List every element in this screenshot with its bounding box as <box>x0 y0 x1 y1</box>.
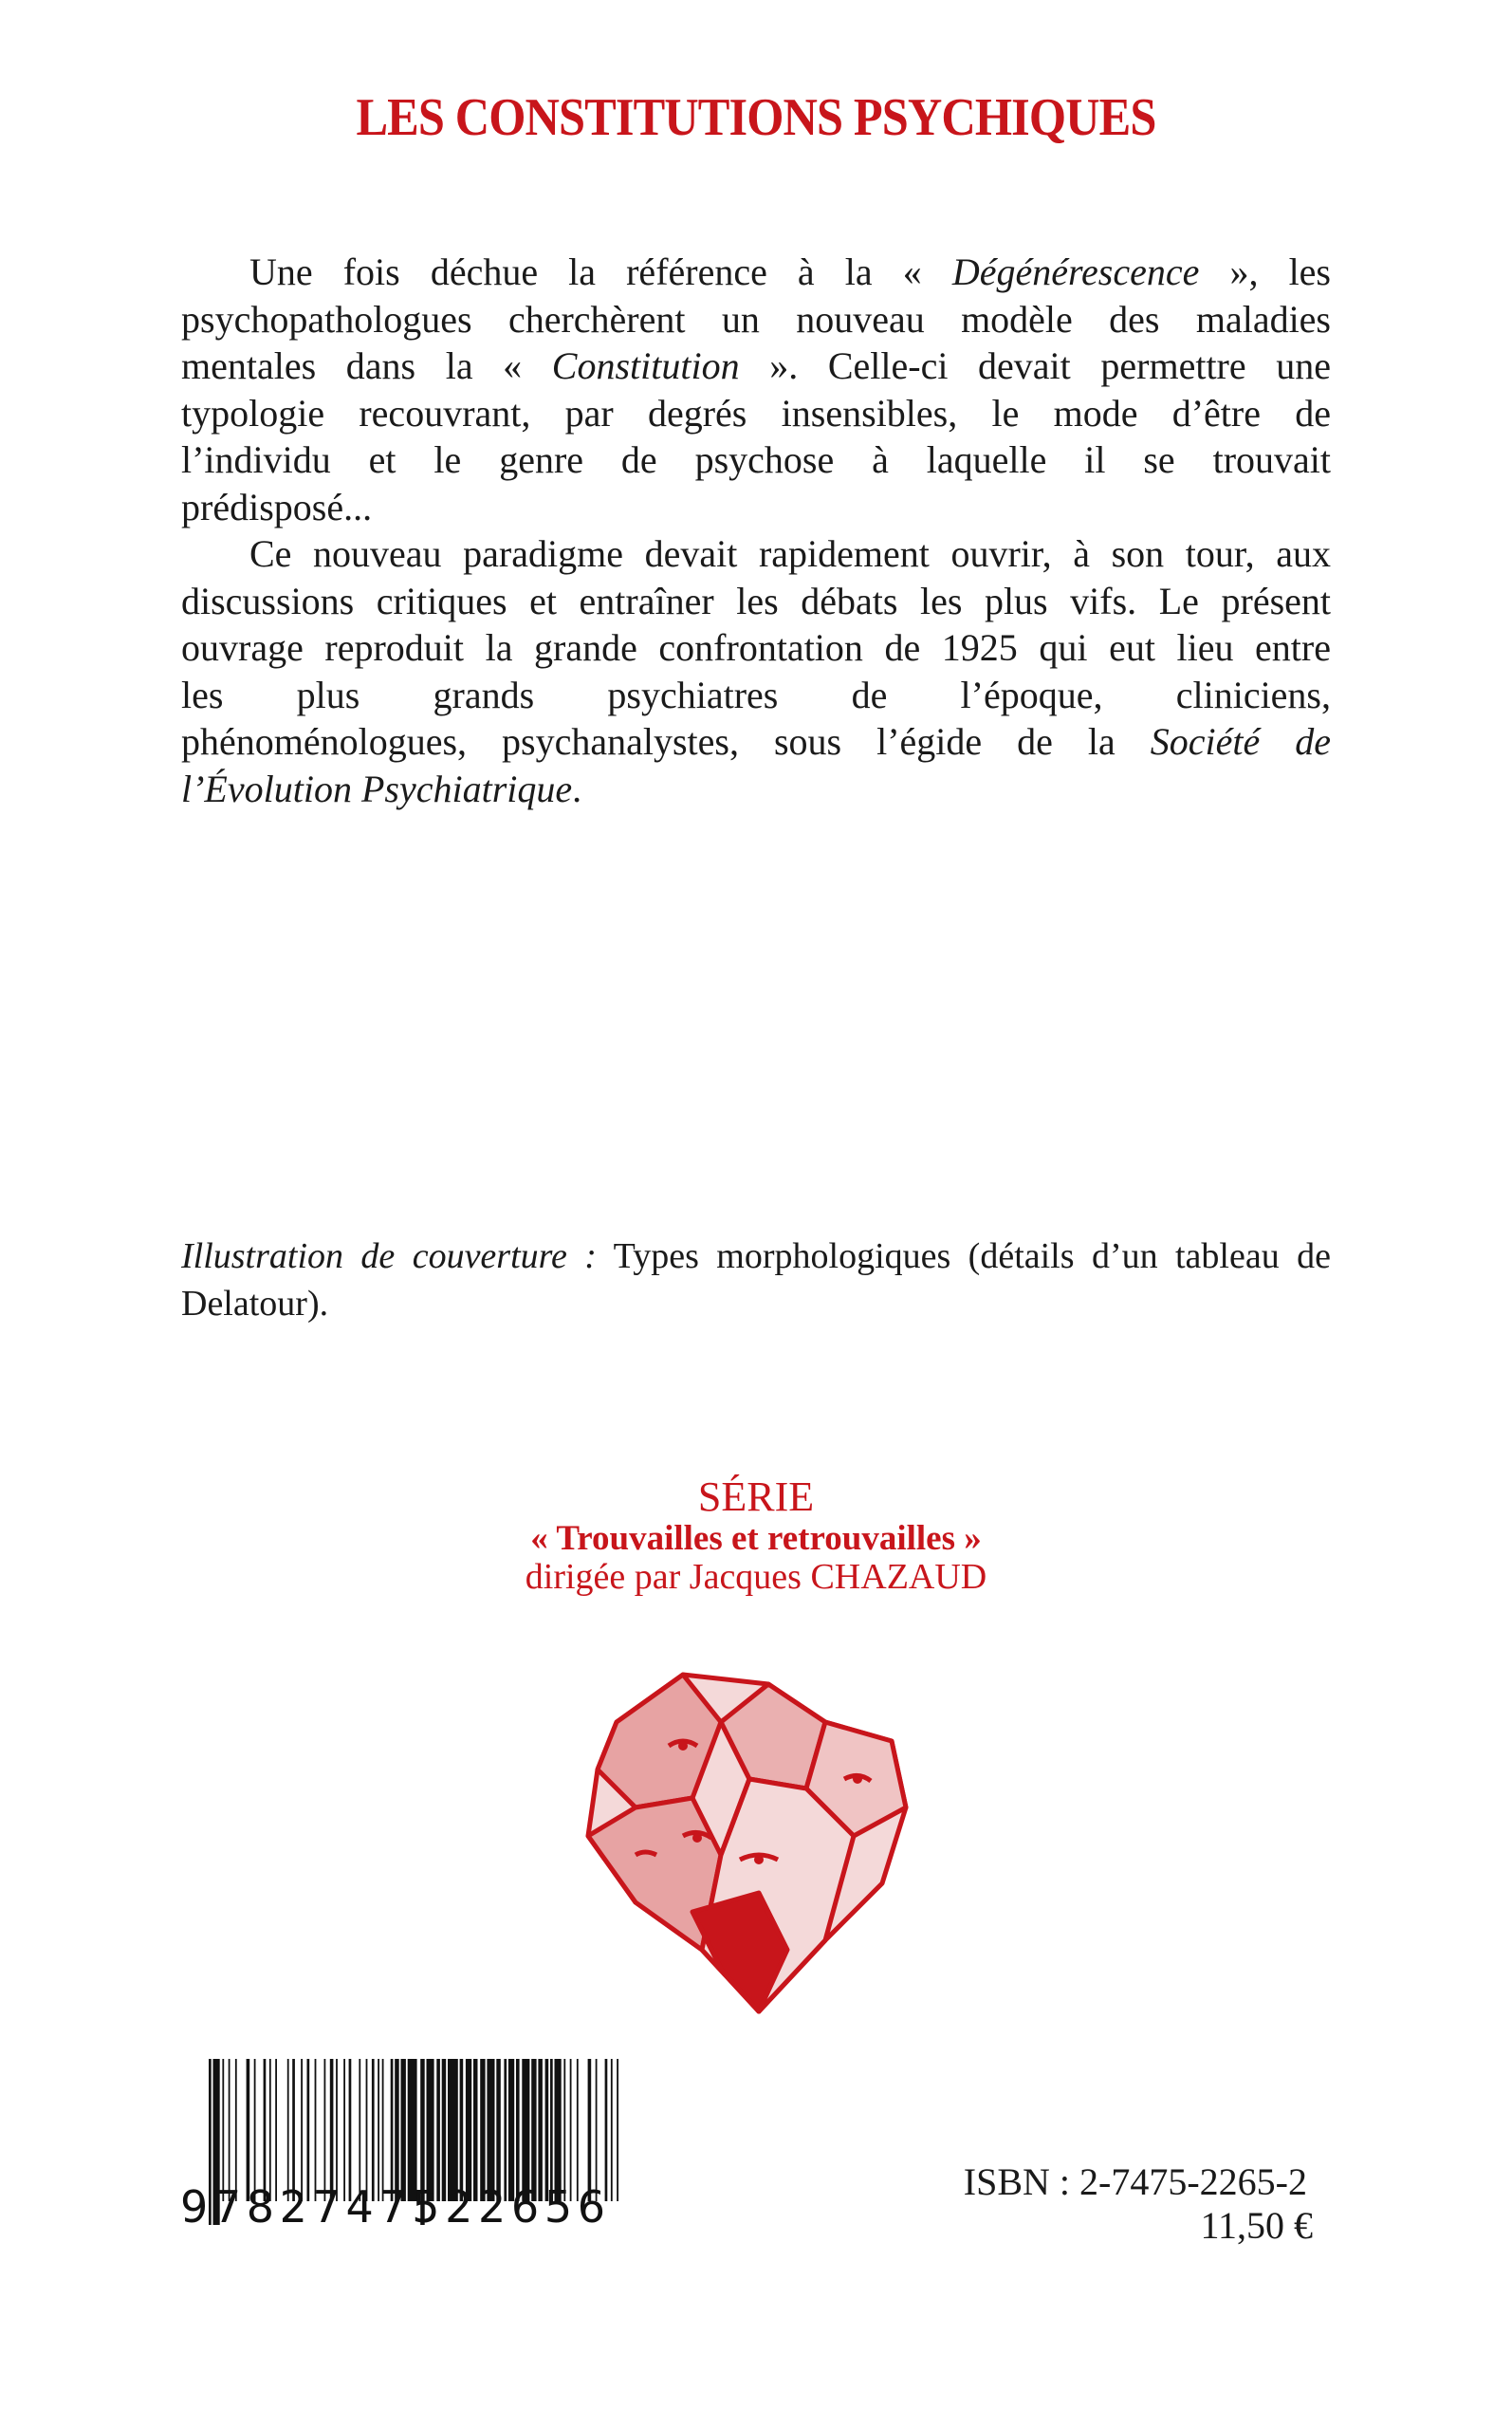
barcode-bar <box>366 2059 368 2201</box>
barcode-bar <box>596 2059 598 2201</box>
publisher-face-logo-icon <box>579 1665 930 2016</box>
price: 11,50 € <box>1200 2204 1313 2247</box>
barcode-bar <box>401 2059 406 2201</box>
barcode-bar <box>222 2059 224 2201</box>
barcode-bar <box>324 2059 326 2201</box>
barcode-bar <box>307 2059 310 2201</box>
barcode-bar <box>359 2059 360 2201</box>
barcode-bar <box>287 2059 289 2201</box>
barcode-bar <box>531 2059 536 2201</box>
emphasis: Constitution <box>551 344 740 387</box>
barcode-bar <box>577 2059 579 2201</box>
barcode-bar <box>611 2059 613 2201</box>
barcode-bar <box>301 2059 303 2201</box>
barcode-bar <box>460 2059 464 2201</box>
text-line: les plus grands psychiatres de l’époque, cliniciens, <box>181 673 1331 716</box>
blurb <box>181 249 1331 812</box>
barcode-bar <box>550 2059 553 2201</box>
text: Une fois déchue la référence à la « <box>249 250 952 293</box>
emphasis: Dégénérescence <box>951 250 1200 293</box>
caption-label: Illustration de couverture : <box>181 1236 597 1276</box>
text-line: psychopathologues cherchèrent un nouveau modèle des maladies <box>181 297 1331 341</box>
barcode-bar <box>504 2059 507 2201</box>
barcode-bar <box>378 2059 379 2201</box>
barcode-bar <box>480 2059 485 2201</box>
barcode-digits: 9782747522656 <box>180 2181 605 2225</box>
barcode-bar <box>522 2059 529 2201</box>
text-line <box>181 343 1331 390</box>
series-label: SÉRIE <box>697 1473 815 1520</box>
barcode-bar <box>408 2059 417 2201</box>
barcode-bar <box>275 2059 277 2201</box>
text-line <box>181 1233 1331 1281</box>
text-line: discussions critiques et entraîner les débats les plus vifs. Le présent <box>181 579 1331 622</box>
barcode-bar <box>570 2059 572 2201</box>
barcode-bar <box>209 2059 212 2225</box>
barcode-bar <box>254 2059 256 2201</box>
barcode-bar <box>538 2059 543 2201</box>
barcode <box>180 2059 636 2225</box>
barcode-bar <box>395 2059 399 2201</box>
barcode-bar <box>508 2059 514 2201</box>
barcode-bar <box>315 2059 317 2201</box>
barcode-bar <box>372 2059 375 2201</box>
emphasis: l’Évolution Psychiatrique <box>181 767 573 810</box>
barcode-bar <box>466 2059 471 2201</box>
text-line: prédisposé... <box>181 485 373 528</box>
barcode-bar <box>247 2059 250 2201</box>
barcode-bar <box>617 2059 618 2201</box>
barcode-bar <box>442 2059 447 2201</box>
text: . <box>572 767 582 810</box>
text: Types morphologiques (détails d’un tableau de <box>596 1236 1331 1276</box>
barcode-bar <box>605 2059 608 2201</box>
barcode-bar <box>436 2059 440 2201</box>
barcode-bar <box>382 2059 384 2201</box>
text-line: ouvrage reproduit la grande confrontation de 1925 qui eut lieu entre <box>181 626 1331 669</box>
barcode-bar <box>292 2059 295 2201</box>
barcode-bar <box>264 2059 267 2201</box>
text: », les <box>1199 250 1331 293</box>
barcode-bar <box>343 2059 345 2201</box>
text-line: Ce nouveau paradigme devait rapidement ouvrir, à son tour, aux <box>249 532 1331 575</box>
book-title: LES CONSTITUTIONS PSYCHIQUES <box>356 88 1156 147</box>
text: mentales dans la « <box>181 344 552 387</box>
barcode-bar <box>235 2059 237 2201</box>
barcode-bar <box>555 2059 562 2201</box>
barcode-bar <box>563 2059 565 2201</box>
text: phénoménologues, psychanalystes, sous l’égide de la <box>181 720 1151 763</box>
barcode-bar <box>391 2059 394 2201</box>
text-line <box>181 766 1331 813</box>
barcode-bar <box>330 2059 334 2201</box>
text-line: typologie recouvrant, par degrés insensibles, le mode d’être de <box>181 391 1331 435</box>
text-line <box>181 718 1331 766</box>
barcode-bar <box>336 2059 338 2201</box>
text-line <box>181 249 1331 296</box>
barcode-bar <box>545 2059 549 2201</box>
text-line: Delatour). <box>181 1283 329 1324</box>
barcode-bar <box>349 2059 352 2201</box>
barcode-bar <box>487 2059 494 2201</box>
barcode-bar <box>229 2059 230 2201</box>
emphasis: Société de <box>1150 720 1331 763</box>
series-name: « Trouvailles et retrouvailles » <box>530 1519 982 1558</box>
barcode-bar <box>496 2059 501 2201</box>
text-line: l’individu et le genre de psychose à laquelle il se trouvait <box>181 438 1331 481</box>
barcode-bar <box>516 2059 520 2201</box>
barcode-bar <box>427 2059 434 2201</box>
barcode-bar <box>448 2059 458 2201</box>
text: ». Celle-ci devait permettre une <box>739 344 1331 387</box>
barcode-bar <box>269 2059 271 2201</box>
cover-caption <box>181 1233 1331 1327</box>
series-director: dirigée par Jacques CHAZAUD <box>525 1557 987 1597</box>
isbn: ISBN : 2-7475-2265-2 <box>963 2160 1307 2203</box>
barcode-bar <box>473 2059 478 2201</box>
barcode-bar <box>588 2059 592 2201</box>
